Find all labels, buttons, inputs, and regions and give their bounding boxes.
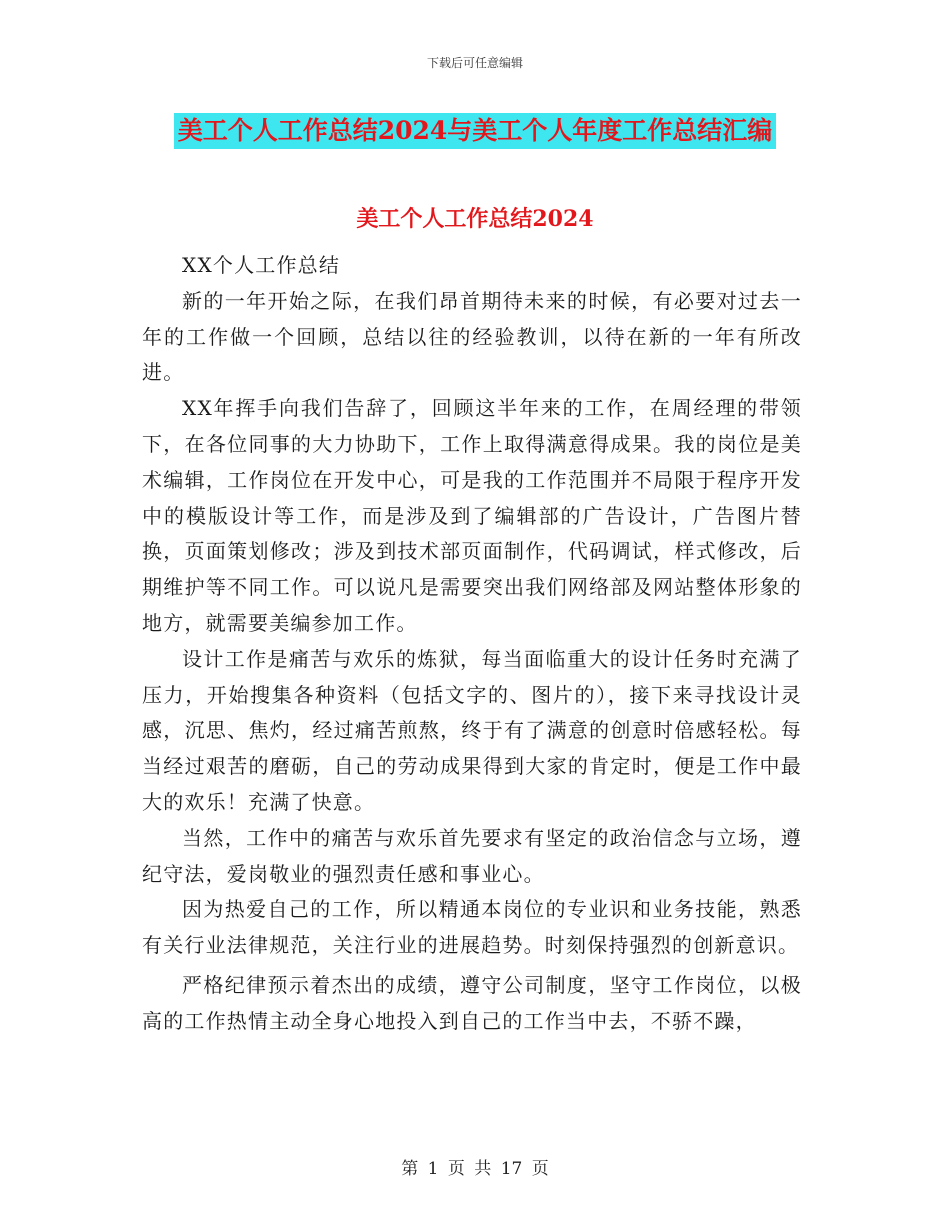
page-number-footer: 第 1 页 共 17 页 bbox=[401, 1159, 549, 1179]
paragraph: 因为热爱自己的工作，所以精通本岗位的专业识和业务技能，熟悉有关行业法律规范，关注行业的进展趋势。时刻保持强烈的创新意识。 bbox=[142, 897, 802, 958]
document-body bbox=[142, 248, 802, 1040]
paragraph: 严格纪律预示着杰出的成绩，遵守公司制度，坚守工作岗位，以极高的工作热情主动全身心地投入到自己的工作当中去，不骄不躁， bbox=[142, 972, 802, 1033]
header-note: 下载后可任意编辑 bbox=[426, 56, 523, 70]
paragraph: XX个人工作总结 bbox=[182, 253, 341, 277]
main-title: 美工个人工作总结2024与美工个人年度工作总结汇编 bbox=[174, 113, 777, 149]
section-title: 美工个人工作总结2024 bbox=[356, 206, 594, 232]
paragraph: 设计工作是痛苦与欢乐的炼狱，每当面临重大的设计任务时充满了压力，开始搜集各种资料（包括文字的、图片的），接下来寻找设计灵感，沉思、焦灼，经过痛苦煎熬，终于有了满意的创意时倍感轻松。每当经过艰苦的磨砺，自己的劳动成果得到大家的肯定时，便是工作中最大的欢乐！充满了快意。 bbox=[142, 646, 802, 814]
paragraph: 当然，工作中的痛苦与欢乐首先要求有坚定的政治信念与立场，遵纪守法，爱岗敬业的强烈责任感和事业心。 bbox=[142, 825, 802, 886]
paragraph: 新的一年开始之际，在我们昂首期待未来的时候，有必要对过去一年的工作做一个回顾，总结以往的经验教训，以待在新的一年有所改进。 bbox=[142, 288, 802, 385]
main-title-container bbox=[0, 113, 950, 149]
paragraph: XX年挥手向我们告辞了，回顾这半年来的工作，在周经理的带领下，在各位同事的大力协助下，工作上取得满意得成果。我的岗位是美术编辑，工作岗位在开发中心，可是我的工作范围并不局限于程序开发中的模版设计等工作，而是涉及到了编辑部的广告设计，广告图片替换，页面策划修改；涉及到技术部页面制作，代码调试，样式修改，后期维护等不同工作。可以说凡是需要突出我们网络部及网站整体形象的地方，就需要美编参加工作。 bbox=[142, 396, 802, 635]
